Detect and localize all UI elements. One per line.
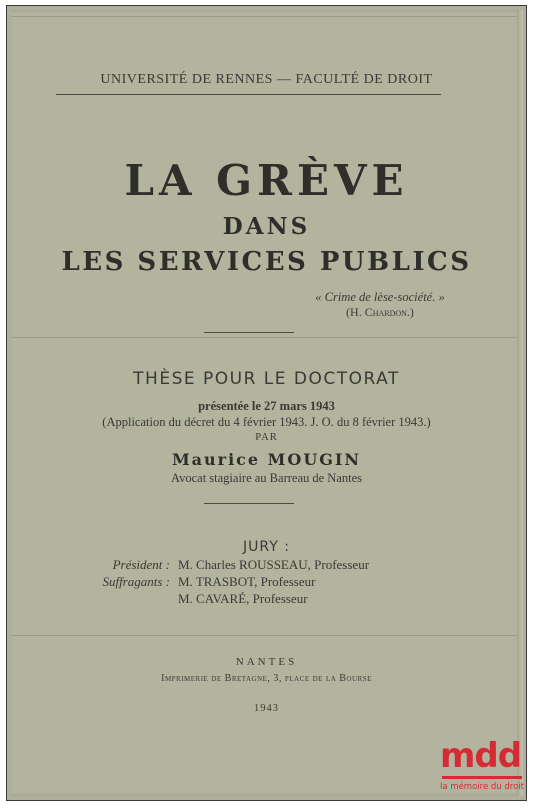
jury-role: Suffragants : <box>102 574 170 589</box>
jury-member-name: M. TRASBOT, Professeur <box>178 574 316 589</box>
author-title: Avocat stagiaire au Barreau de Nantes <box>171 471 362 485</box>
title-line-2: DANS <box>222 213 311 240</box>
imprint-city: NANTES <box>235 656 298 668</box>
paper-fold <box>11 337 523 338</box>
thesis-heading: THÈSE POUR LE DOCTORAT <box>133 369 400 389</box>
paper-fold <box>11 16 523 17</box>
institution-header: UNIVERSITÉ DE RENNES — FACULTÉ DE DROIT <box>100 72 433 87</box>
decree-reference: (Application du décret du 4 février 1943. J. O. du 8 février 1943.) <box>102 415 431 429</box>
jury-member-name: M. Charles ROUSSEAU, Professeur <box>178 557 370 572</box>
section-divider <box>204 503 294 504</box>
title-line-1: LA GRÈVE <box>124 156 409 205</box>
imprint-printer: Imprimerie de Bretagne, 3, place de la Bourse <box>161 673 372 684</box>
section-divider <box>204 332 294 333</box>
jury-member-name: M. CAVARÉ, Professeur <box>178 591 308 606</box>
epigraph-author: (H. Chardon.) <box>346 305 414 319</box>
by-label: PAR <box>255 432 278 443</box>
mdd-watermark-logo <box>440 738 524 800</box>
logo-mark: mdd <box>440 736 522 776</box>
paper-fold <box>11 635 523 636</box>
title-line-3: LES SERVICES PUBLICS <box>61 247 472 277</box>
presentation-date: présentée le 27 mars 1943 <box>198 399 335 413</box>
logo-underline <box>442 776 522 779</box>
epigraph-quote: « Crime de lèse-société. » <box>315 290 445 304</box>
author-name: Maurice MOUGIN <box>171 450 362 469</box>
jury-heading: JURY : <box>243 539 290 555</box>
logo-caption: la mémoire du droit <box>440 782 524 792</box>
jury-role: Président : <box>112 557 170 572</box>
imprint-year: 1943 <box>254 703 279 714</box>
header-rule <box>56 94 441 95</box>
